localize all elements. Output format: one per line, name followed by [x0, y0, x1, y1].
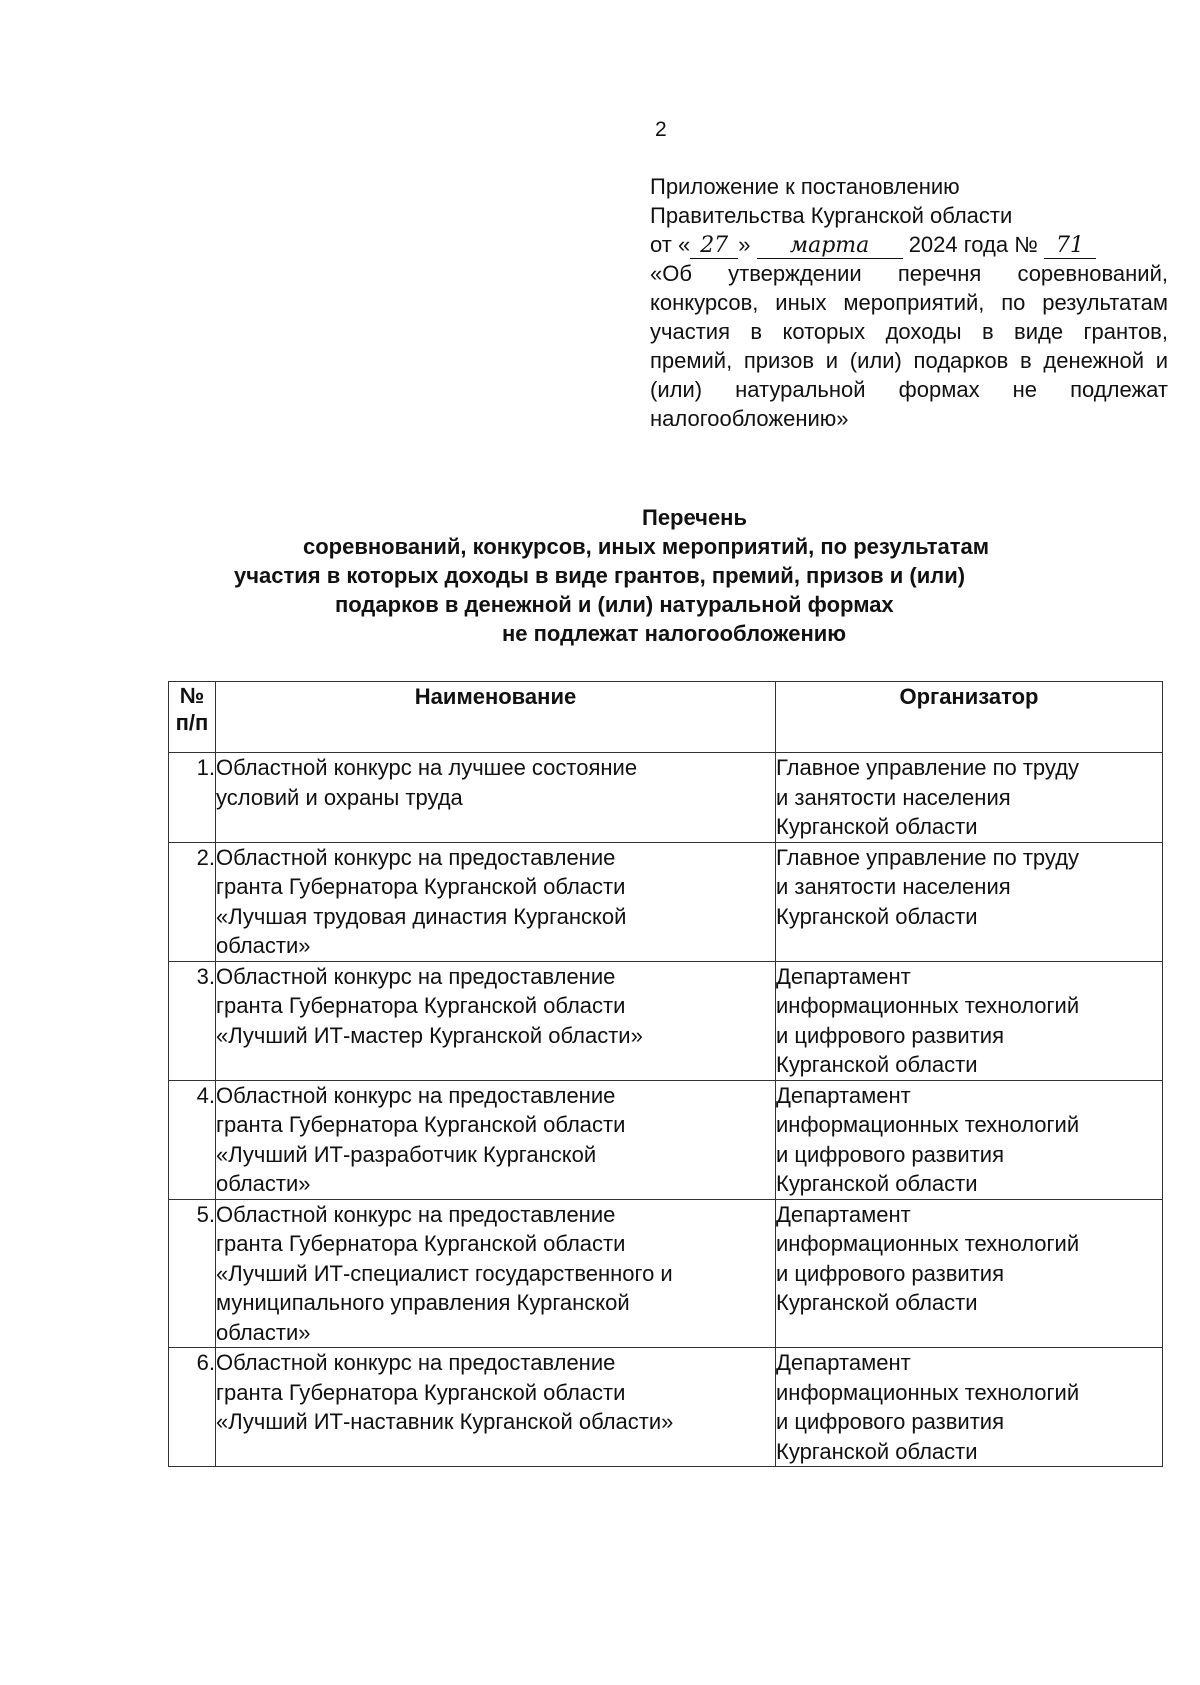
row-name-line: области» — [216, 1171, 311, 1196]
row-organizer-line: и цифрового развития — [776, 1409, 1004, 1434]
row-number: 6. — [169, 1348, 216, 1467]
row-name-line: «Лучшая трудовая династия Курганской — [216, 903, 627, 929]
row-organizer-line: Департамент — [776, 963, 911, 989]
row-name-line: Областной конкурс на предоставление — [216, 963, 616, 989]
row-organizer-line: Курганской области — [776, 1171, 978, 1196]
row-organizer-line: Курганской области — [776, 903, 978, 929]
row-name-line: «Лучший ИТ-разработчик Курганской — [216, 1141, 597, 1167]
row-name — [216, 842, 776, 961]
row-name-line: области» — [216, 1319, 311, 1345]
header-number-line-2: п/п — [175, 710, 209, 735]
row-organizer-line: Главное управление по труду — [776, 755, 1080, 780]
row-name — [216, 1348, 776, 1467]
row-organizer-line: Департамент — [776, 1082, 911, 1108]
title-line-3: участия в которых доходы в виде грантов, премий, призов и (или) — [234, 563, 966, 588]
row-organizer — [776, 961, 1163, 1080]
title-line-4: подарков в денежной и (или) натуральной формах — [335, 592, 894, 617]
row-name-line: Областной конкурс на предоставление — [216, 1201, 616, 1227]
row-name-line: Областной конкурс на лучшее состояние — [216, 755, 638, 780]
table-row — [169, 1348, 1163, 1467]
row-number: 5. — [169, 1199, 216, 1348]
row-organizer-line: и цифрового развития — [776, 1260, 1004, 1286]
row-organizer-line: информационных технологий — [776, 1231, 1080, 1256]
row-organizer-line: Главное управление по труду — [776, 844, 1080, 870]
row-organizer — [776, 1080, 1163, 1199]
row-organizer-line: информационных технологий — [776, 993, 1080, 1018]
row-number: 2. — [169, 842, 216, 961]
table-row — [169, 842, 1163, 961]
appendix-date-line — [650, 230, 1168, 259]
row-organizer-line: Департамент — [776, 1350, 911, 1375]
row-name-line: Областной конкурс на предоставление — [216, 1350, 616, 1375]
header-number — [169, 682, 216, 753]
appendix-line-1: Приложение к постановлению — [650, 174, 960, 199]
table-body — [169, 753, 1163, 1467]
row-name-line: гранта Губернатора Курганской области — [216, 1112, 626, 1137]
handwritten-number: 71 — [1044, 234, 1096, 259]
row-name-line: гранта Губернатора Курганской области — [216, 1231, 626, 1256]
appendix-line-2: Правительства Курганской области — [650, 203, 1013, 228]
appendix-block — [650, 172, 1168, 433]
appendix-subject: «Об утверждении перечня соревнований, конкурсов, иных мероприятий, по результатам участия в которых доходы в виде грантов, премий, призов и (или) подарков в денежной и (или) натуральной формах не подлежат налогообложению» — [650, 261, 1168, 431]
row-organizer-line: Курганской области — [776, 1052, 978, 1077]
row-organizer — [776, 753, 1163, 843]
document-title — [160, 503, 1200, 648]
row-name — [216, 753, 776, 843]
row-name-line: муниципального управления Курганской — [216, 1290, 630, 1315]
contests-table — [168, 681, 1163, 1467]
title-line-2: соревнований, конкурсов, иных мероприятий, по результатам — [303, 534, 990, 559]
row-number: 4. — [169, 1080, 216, 1199]
date-prefix: от « — [650, 232, 691, 257]
date-year-text: 2024 года № — [908, 232, 1038, 257]
row-organizer-line: и цифрового развития — [776, 1141, 1004, 1167]
table-row — [169, 753, 1163, 843]
handwritten-day: 27 — [690, 234, 738, 259]
row-organizer-line: и занятости населения — [776, 784, 1011, 810]
row-name-line: «Лучший ИТ-мастер Курганской области» — [216, 1022, 643, 1048]
row-name-line: «Лучший ИТ-наставник Курганской области» — [216, 1409, 674, 1434]
title-line-1: Перечень — [642, 505, 747, 530]
row-name — [216, 1080, 776, 1199]
row-organizer-line: Курганской области — [776, 1290, 978, 1315]
row-organizer — [776, 842, 1163, 961]
row-organizer-line: и цифрового развития — [776, 1022, 1004, 1048]
row-number: 1. — [169, 753, 216, 843]
row-organizer — [776, 1348, 1163, 1467]
row-name-line: гранта Губернатора Курганской области — [216, 1379, 626, 1405]
row-name — [216, 961, 776, 1080]
date-quote-close: » — [738, 232, 751, 257]
row-name-line: гранта Губернатора Курганской области — [216, 993, 626, 1018]
table-header-row — [169, 682, 1163, 753]
row-organizer-line: информационных технологий — [776, 1112, 1080, 1137]
header-number-line-1: № — [179, 683, 205, 708]
header-name: Наименование — [216, 682, 776, 753]
row-organizer-line: Департамент — [776, 1201, 911, 1227]
row-organizer — [776, 1199, 1163, 1348]
row-name-line: области» — [216, 933, 311, 958]
title-line-5: не подлежат налогообложению — [502, 621, 847, 646]
row-name-line: Областной конкурс на предоставление — [216, 1082, 616, 1108]
table-row — [169, 1080, 1163, 1199]
header-organizer: Организатор — [776, 682, 1163, 753]
row-name-line: гранта Губернатора Курганской области — [216, 874, 626, 899]
row-name-line: «Лучший ИТ-специалист государственного и — [216, 1260, 673, 1286]
row-name — [216, 1199, 776, 1348]
row-organizer-line: информационных технологий — [776, 1379, 1080, 1405]
handwritten-month: марта — [757, 234, 903, 259]
page-number: 2 — [655, 118, 667, 141]
row-organizer-line: и занятости населения — [776, 874, 1011, 899]
row-name-line: Областной конкурс на предоставление — [216, 844, 616, 870]
row-organizer-line: Курганской области — [776, 814, 978, 839]
row-name-line: условий и охраны труда — [216, 784, 463, 810]
table-row — [169, 961, 1163, 1080]
row-organizer-line: Курганской области — [776, 1438, 978, 1464]
row-number: 3. — [169, 961, 216, 1080]
table-row — [169, 1199, 1163, 1348]
